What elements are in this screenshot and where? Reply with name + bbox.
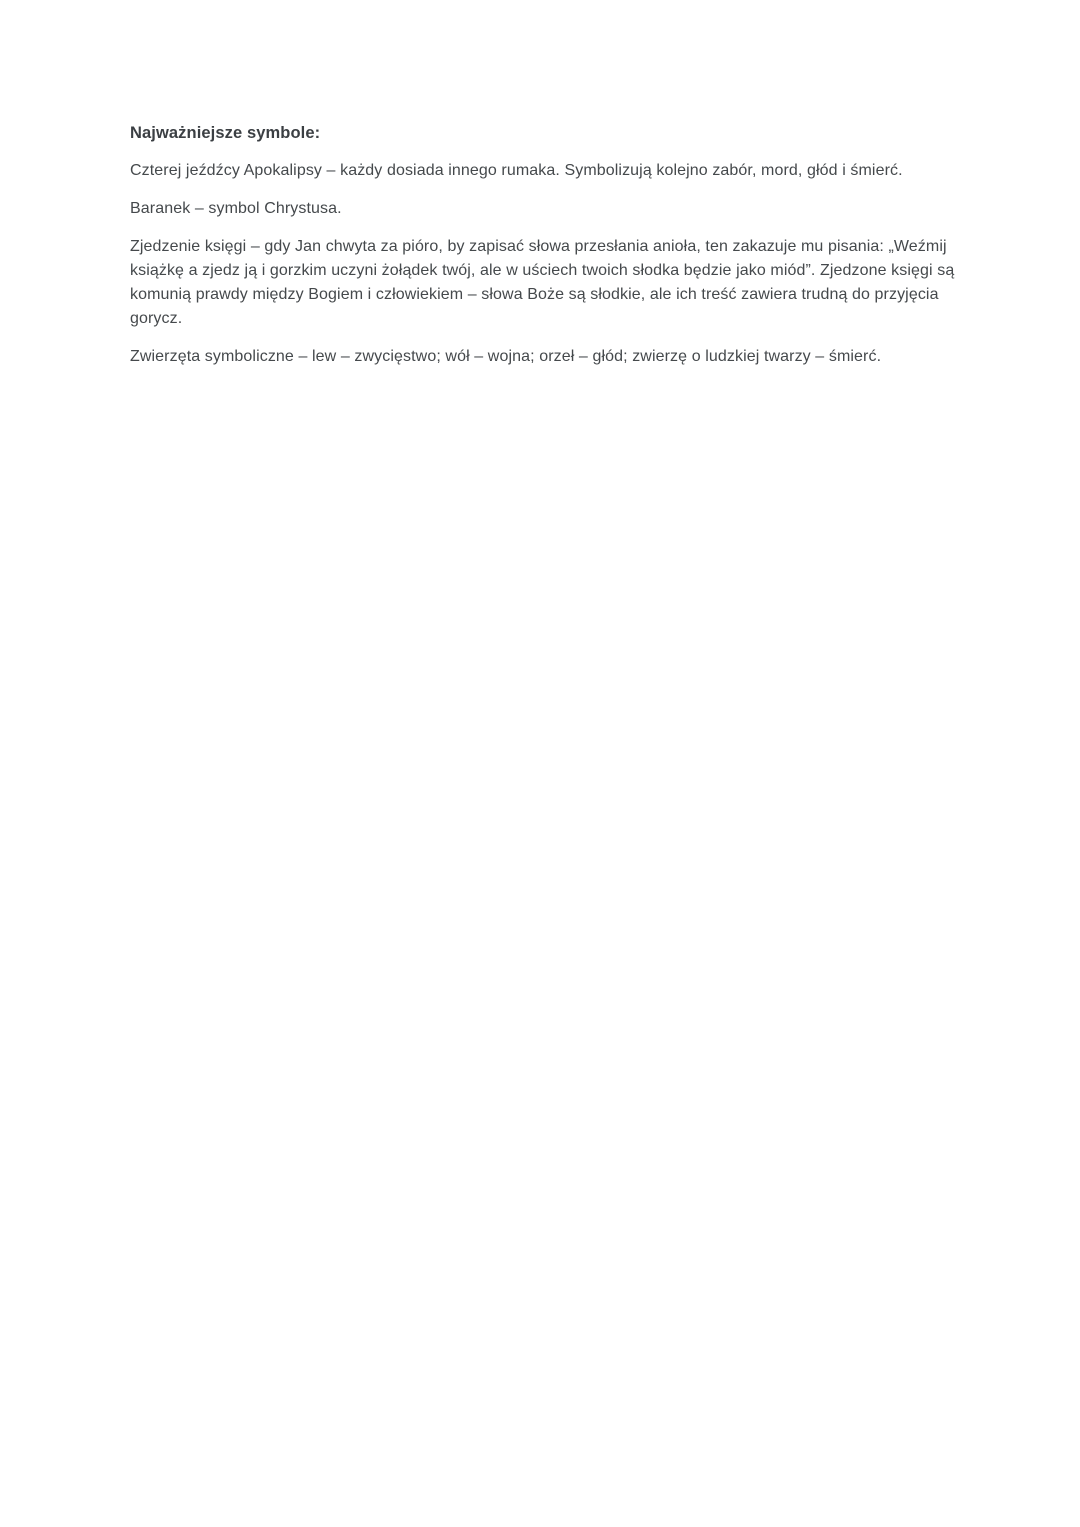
section-heading: Najważniejsze symbole: bbox=[130, 124, 321, 142]
paragraph-eating-the-book: Zjedzenie księgi – gdy Jan chwyta za pióro, by zapisać słowa przesłania anioła, ten zakazuje mu pisania: „Weźmij książkę a zjedz ją i gorzkim uczyni żołądek twój, ale w uściech twoich słodka będzie jako miód”. Zjedzone księgi są komunią prawdy między Bogiem i człowiekiem – słowa Boże są słodkie, ale ich treść zawiera trudną do przyjęcia gorycz. bbox=[130, 238, 955, 327]
paragraph-symbolic-animals: Zwierzęta symboliczne – lew – zwycięstwo; wół – wojna; orzeł – głód; zwierzę o ludzkiej twarzy – śmierć. bbox=[130, 348, 882, 365]
text-block bbox=[130, 121, 958, 383]
paragraph-lamb: Baranek – symbol Chrystusa. bbox=[130, 200, 342, 217]
paragraph-four-horsemen: Czterej jeźdźcy Apokalipsy – każdy dosiada innego rumaka. Symbolizują kolejno zabór, mord, głód i śmierć. bbox=[130, 162, 903, 179]
